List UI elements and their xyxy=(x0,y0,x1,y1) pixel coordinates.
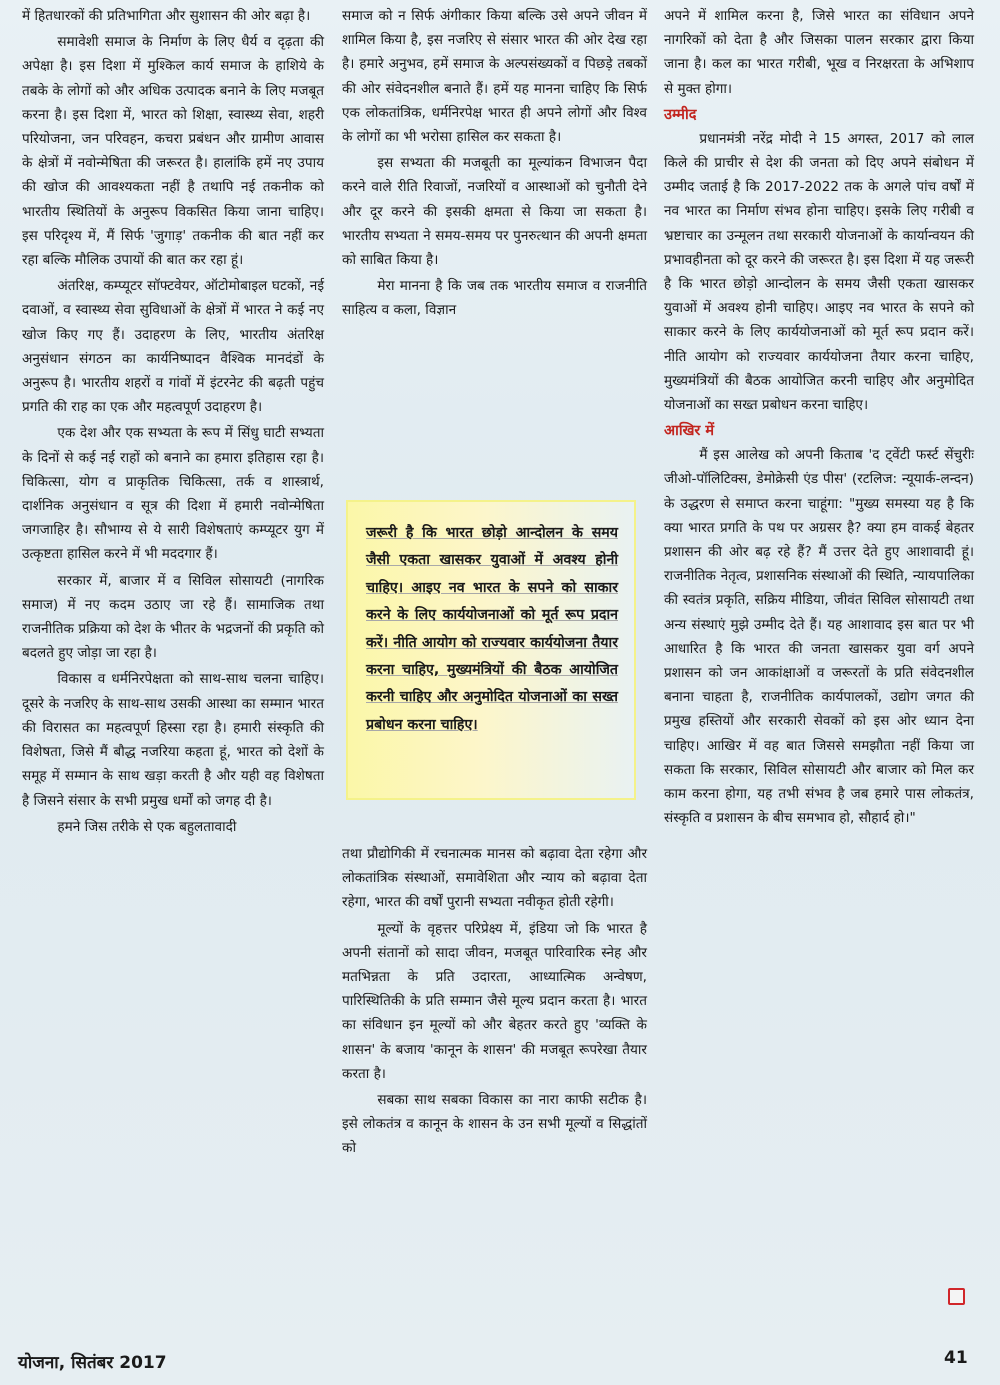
paragraph: मैं इस आलेख को अपनी किताब 'द ट्वेंटी फर्स्ट सेंचुरीः जीओ-पॉलिटिक्स, डेमोक्रेसी एंड पीस' (रटलिज: न्यूयार्क-लन्दन) के उद्धरण से समाप्त करना चाहूंगा: "मुख्य समस्या यह है कि क्या भारत प्रगति के पथ पर अग्रसर है? क्या हम वाकई बेहतर प्रशासन की ओर बढ़ रहे हैं? मैं उत्तर देते हुए आशावादी हूं। राजनीतिक नेतृत्व, प्रशासनिक संस्थाओं की स्थिति, न्यायपालिका की स्वतंत्र प्रकृति, सक्रिय मीडिया, जीवंत सिविल सोसायटी तथा अन्य संस्थाएं मुझे उम्मीद देते हैं। यह आशावाद इस बात पर भी आधारित है कि भारत की जनता खासकर युवा वर्ग अपने प्रशासन को जन आकांक्षाओं व जरूरतों के प्रति संवेदनशील बनाना चाहता है, राजनीतिक कार्यपालकों, उद्योग जगत की प्रमुख हस्तियों और सरकारी सेवकों को इस ओर ध्यान देना चाहिए। आखिर में वह बात जिससे समझौता नहीं किया जा सकता कि सरकार, सिविल सोसायटी और बाजार को मिल कर काम करना होगा, यह तभी संभव है जब हमारे पास लोकतंत्र, संस्कृति व प्रशासन के बीच समभाव हो, सौहार्द हो।" xyxy=(664,447,974,827)
end-of-article-icon xyxy=(948,1288,965,1305)
paragraph: समावेशी समाज के निर्माण के लिए धैर्य व दृढ़ता की अपेक्षा है। इस दिशा में मुश्किल कार्य समाज के हाशिये के तबके के लोगों को और अधिक उत्पादक बनाने के लिए मजबूत करना है। इस दिशा में, भारत को शिक्षा, स्वास्थ्य सेवा, शहरी परियोजना, जन परिवहन, कचरा प्रबंधन और ग्रामीण आवास के क्षेत्रों में नवोन्मेषिता की जरूरत है। हालांकि हमें नए उपाय की खोज की आवश्यकता नहीं है तथापि नई तकनीक को भारतीय स्थितियों के अनुरूप विकसित किया जाना चाहिए। इस परिदृश्य में, मैं सिर्फ 'जुगाड़' तकनीक की बात नहीं कर रहा बल्कि मौलिक उपायों की बात कर रहा हूं। xyxy=(22,34,324,269)
column-3 xyxy=(664,4,974,833)
paragraph: विकास व धर्मनिरपेक्षता को साथ-साथ चलना चाहिए। दूसरे के नजरिए के साथ-साथ उसकी आस्था का सम्मान भारत की विरासत का महत्वपूर्ण हिस्सा रहा है। हमारी संस्कृति की विशेषता, जिसे मैं बौद्ध नजरिया कहता हूं, भारत को देशों के समूह में सम्मान के साथ खड़ा करती है और यही वह विशेषता है जिसने संसार के सभी प्रमुख धर्मों को जगह दी है। xyxy=(22,671,324,809)
paragraph: एक देश और एक सभ्यता के रूप में सिंधु घाटी सभ्यता के दिनों से कई नई राहों को बनाने का हमारा इतिहास रहा है। चिकित्सा, योग व प्राकृतिक चिकित्सा, तर्क व शास्त्रार्थ, दार्शनिक अनुसंधान व सूत्र की दिशा में हमारी नवोन्मेषिता जगजाहिर है। सौभाग्य से ये सारी विशेषताएं कम्प्यूटर युग में उत्कृष्टता हासिल करने में भी मददगार हैं। xyxy=(22,425,324,563)
pull-quote-box xyxy=(346,500,636,800)
paragraph: अंतरिक्ष, कम्प्यूटर सॉफ्टवेयर, ऑटोमोबाइल घटकों, नई दवाओं, व स्वास्थ्य सेवा सुविधाओं के क्षेत्रों में भारत ने कई नए खोज किए गए हैं। उदाहरण के लिए, भारतीय अंतरिक्ष अनुसंधान संगठन का कार्यनिष्पादन वैश्विक मानदंडों के अनुरूप है। भारतीय शहरों व गांवों में इंटरनेट की बढ़ती पहुंच प्रगति की राह का एक और महत्वपूर्ण उदाहरण है। xyxy=(22,278,324,416)
paragraph: मूल्यों के वृहत्तर परिप्रेक्ष्य में, इंडिया जो कि भारत है अपनी संतानों को सादा जीवन, मजबूत पारिवारिक स्नेह और मतभिन्नता के प्रति उदारता, आध्यात्मिक अन्वेषण, पारिस्थितिकी के प्रति सम्मान जैसे मूल्य प्रदान करता है। भारत का संविधान इन मूल्यों को और बेहतर करते हुए 'व्यक्ति के शासन' के बजाय 'कानून के शासन' की मजबूत रूपरेखा तैयार करता है। xyxy=(342,920,647,1082)
page-number: 41 xyxy=(944,1348,968,1368)
paragraph: तथा प्रौद्योगिकी में रचनात्मक मानस को बढ़ावा देता रहेगा और लोकतांत्रिक संस्थाओं, समावेशिता और न्याय को बढ़ावा देता रहेगा, भारत की वर्षों पुरानी सभ्यता नवीकृत होती रहेगी। xyxy=(342,846,647,911)
column-2-top xyxy=(342,4,647,325)
paragraph: समाज को न सिर्फ अंगीकार किया बल्कि उसे अपने जीवन में शामिल किया है, इस नजरिए से संसार भारत की ओर देख रहा है। हमारे अनुभव, हमें समाज के अल्पसंख्यकों व पिछड़े तबकों की ओर संवेदनशील बनाते हैं। हमें यह मानना चाहिए कि सिर्फ एक लोकतांत्रिक, धर्मनिरपेक्ष भारत ही अपने लोगों और विश्व के लोगों का भी भरोसा हासिल कर सकता है। xyxy=(342,8,647,146)
paragraph: सरकार में, बाजार में व सिविल सोसायटी (नागरिक समाज) में नए कदम उठाए जा रहे हैं। सामाजिक तथा राजनीतिक प्रक्रिया को देश के भीतर के भद्रजनों की प्रकृति को बदलते हुए जोड़ा जा रहा है। xyxy=(22,572,324,662)
paragraph: इस सभ्यता की मजबूती का मूल्यांकन विभाजन पैदा करने वाले रीति रिवाजों, नजरियों व आस्थाओं को चुनौती देने और दूर करने की इसकी क्षमता से किया जा सकता है। भारतीय सभ्यता ने समय-समय पर पुनरुत्थान की अपनी क्षमता को साबित किया है। xyxy=(342,155,647,269)
section-heading-aakhir: आखिर में xyxy=(664,423,715,440)
paragraph: मेरा मानना है कि जब तक भारतीय समाज व राजनीति साहित्य व कला, विज्ञान xyxy=(342,278,647,319)
column-2-bottom xyxy=(342,842,647,1163)
paragraph: प्रधानमंत्री नरेंद्र मोदी ने 15 अगस्त, 2017 को लाल किले की प्राचीर से देश की जनता को दिए अपने संबोधन में उम्मीद जताई है कि 2017-2022 तक के अगले पांच वर्षों में नव भारत का निर्माण संभव होना चाहिए। इसके लिए गरीबी व भ्रष्टाचार का उन्मूलन तथा सरकारी योजनाओं के कार्यान्वयन की प्रभावहीनता को दूर करने की जरूरत है। इस दिशा में यह जरूरी है कि भारत छोड़ो आन्दोलन के समय जैसी एकता खासकर युवाओं में अवश्य होनी चाहिए। आइए नव भारत के सपने को साकार करने के लिए कार्ययोजनाओं को मूर्त रूप प्रदान करें। नीति आयोग को राज्यवार कार्ययोजना तैयार करना चाहिए, मुख्यमंत्रियों की बैठक आयोजित करनी चाहिए और अनुमोदित योजनाओं का सख्त प्रबोधन करना चाहिए। xyxy=(664,130,974,414)
section-heading-ummeed: उम्मीद xyxy=(664,106,697,123)
paragraph: सबका साथ सबका विकास का नारा काफी सटीक है। इसे लोकतंत्र व कानून के शासन के उन सभी मूल्यों व सिद्धांतों को xyxy=(342,1092,647,1157)
pull-quote-text: जरूरी है कि भारत छोड़ो आन्दोलन के समय जैसी एकता खासकर युवाओं में अवश्य होनी चाहिए। आइए नव भारत के सपने को साकार करने के लिए कार्ययोजनाओं को मूर्त रूप प्रदान करें। नीति आयोग को राज्यवार कार्ययोजना तैयार करना चाहिए, मुख्यमंत्रियों की बैठक आयोजित करनी चाहिए और अनुमोदित योजनाओं का सख्त प्रबोधन करना चाहिए। xyxy=(366,525,618,733)
column-1 xyxy=(22,4,324,841)
footer-magazine-date: योजना, सितंबर 2017 xyxy=(18,1353,167,1373)
paragraph: में हितधारकों की प्रतिभागिता और सुशासन की ओर बढ़ा है। xyxy=(22,8,311,24)
paragraph: अपने में शामिल करना है, जिसे भारत का संविधान अपने नागरिकों को देता है और जिसका पालन सरकार द्वारा किया जाना है। कल का भारत गरीबी, भूख व निरक्षरता के अभिशाप से मुक्त होगा। xyxy=(664,8,974,97)
paragraph: हमने जिस तरीके से एक बहुलतावादी xyxy=(57,818,237,835)
